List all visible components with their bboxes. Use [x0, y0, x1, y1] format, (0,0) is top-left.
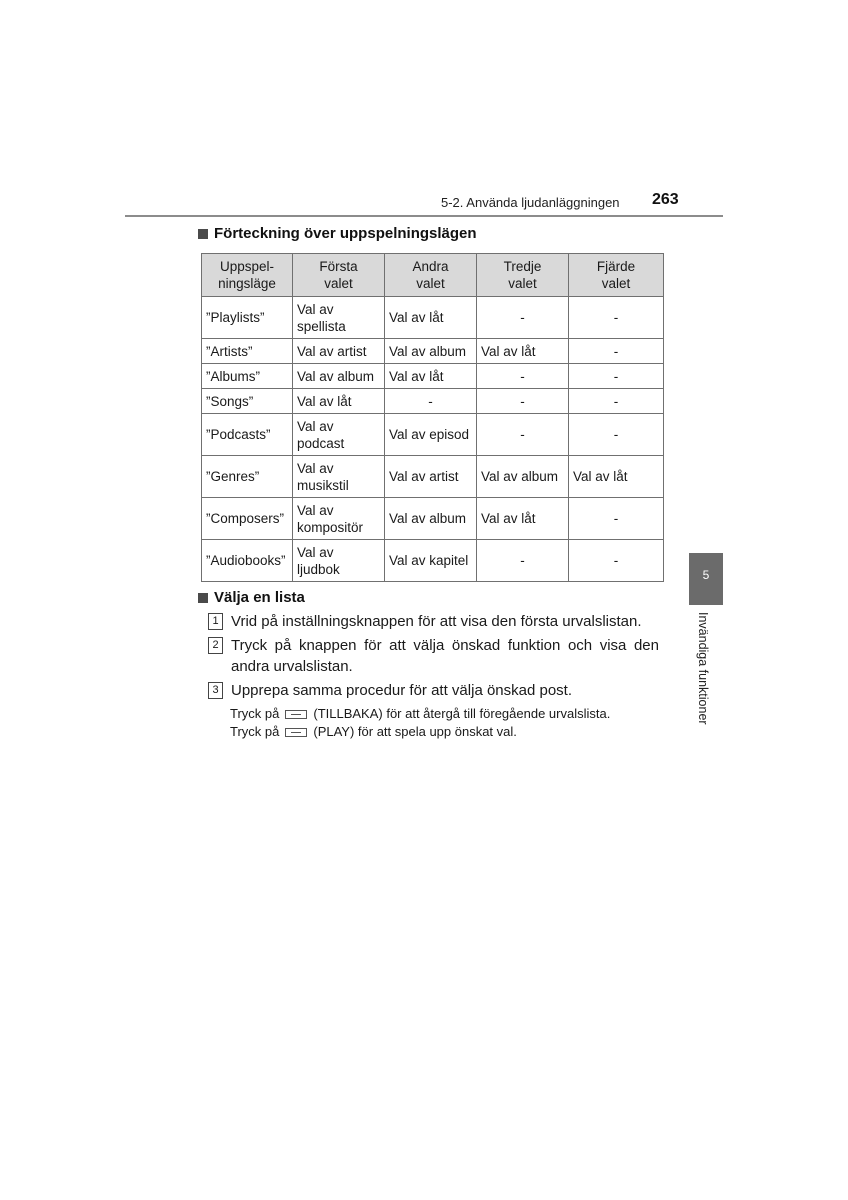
table-header-cell: Tredje valet — [477, 254, 569, 297]
table-cell: - — [477, 389, 569, 414]
section-heading-modes — [198, 225, 477, 242]
table-cell: - — [477, 414, 569, 456]
step-text: Tryck på knappen för att välja önskad funktion och visa den andra urvalslistan. — [231, 637, 659, 675]
square-bullet-icon — [198, 593, 208, 603]
step-number: 1 — [208, 613, 223, 630]
table-row — [202, 339, 664, 364]
table-row — [202, 297, 664, 339]
playback-modes-table — [201, 253, 664, 582]
table-cell: Val av låt — [569, 456, 664, 498]
note-line — [230, 723, 610, 741]
table-cell: ”Artists” — [202, 339, 293, 364]
steps-list — [208, 611, 659, 704]
table-row — [202, 498, 664, 540]
note-text: (TILLBAKA) för att återgå till föregående urvalslista. — [313, 706, 611, 721]
table-cell: Val av album — [385, 498, 477, 540]
page-number: 263 — [652, 191, 679, 208]
table-cell: Val av podcast — [293, 414, 385, 456]
table-cell: Val av episod — [385, 414, 477, 456]
table-cell: Val av låt — [477, 498, 569, 540]
table-cell: ”Composers” — [202, 498, 293, 540]
step-number: 3 — [208, 682, 223, 699]
table-row — [202, 540, 664, 582]
table-cell: Val av album — [293, 364, 385, 389]
table-cell: - — [569, 364, 664, 389]
table-header-row — [202, 254, 664, 297]
table-cell: Val av artist — [385, 456, 477, 498]
step-item — [208, 635, 659, 677]
table-header-cell: Andra valet — [385, 254, 477, 297]
note-text: (PLAY) för att spela upp önskat val. — [313, 724, 517, 739]
table-cell: Val av spellista — [293, 297, 385, 339]
section-heading-select-list — [198, 589, 305, 606]
table-cell: Val av artist — [293, 339, 385, 364]
note-prefix: Tryck på — [230, 724, 280, 739]
table-cell: Val av ljudbok — [293, 540, 385, 582]
step-number: 2 — [208, 637, 223, 654]
table-cell: - — [569, 414, 664, 456]
step-item — [208, 680, 659, 701]
table-cell: - — [569, 540, 664, 582]
table-cell: Val av låt — [385, 364, 477, 389]
notes — [230, 705, 610, 741]
table-cell: Val av album — [477, 456, 569, 498]
table-cell: Val av musikstil — [293, 456, 385, 498]
play-button-icon — [285, 728, 307, 737]
table-cell: - — [477, 364, 569, 389]
back-button-icon — [285, 710, 307, 719]
table-cell: - — [477, 297, 569, 339]
table-cell: - — [569, 498, 664, 540]
table-row — [202, 414, 664, 456]
table-cell: Val av låt — [293, 389, 385, 414]
table-row — [202, 364, 664, 389]
table-cell: ”Albums” — [202, 364, 293, 389]
step-item — [208, 611, 659, 632]
section-title: 5-2. Använda ljudanläggningen — [441, 195, 620, 210]
table-row — [202, 389, 664, 414]
table-cell: Val av kapitel — [385, 540, 477, 582]
table-cell: ”Audiobooks” — [202, 540, 293, 582]
table-cell: - — [569, 339, 664, 364]
header-divider — [125, 215, 723, 217]
section-heading-label: Förteckning över uppspelningslägen — [214, 225, 477, 242]
chapter-label: Invändiga funktioner — [696, 612, 710, 725]
table-cell: Val av kompositör — [293, 498, 385, 540]
step-text: Upprepa samma procedur för att välja önskad post. — [231, 682, 573, 699]
table-cell: - — [569, 297, 664, 339]
step-text: Vrid på inställningsknappen för att visa den första urvalslistan. — [231, 613, 642, 630]
chapter-tab: 5 — [689, 553, 723, 605]
table-cell: ”Genres” — [202, 456, 293, 498]
table-cell: ”Podcasts” — [202, 414, 293, 456]
table-header-cell: Uppspel- ningsläge — [202, 254, 293, 297]
note-prefix: Tryck på — [230, 706, 280, 721]
table-cell: ”Songs” — [202, 389, 293, 414]
table-cell: - — [385, 389, 477, 414]
table-cell: - — [477, 540, 569, 582]
note-line — [230, 705, 610, 723]
table-cell: - — [569, 389, 664, 414]
table-cell: Val av låt — [477, 339, 569, 364]
table-cell: ”Playlists” — [202, 297, 293, 339]
table-cell: Val av låt — [385, 297, 477, 339]
table-cell: Val av album — [385, 339, 477, 364]
section-heading-label: Välja en lista — [214, 589, 305, 606]
square-bullet-icon — [198, 229, 208, 239]
table-row — [202, 456, 664, 498]
table-header-cell: Första valet — [293, 254, 385, 297]
table-header-cell: Fjärde valet — [569, 254, 664, 297]
